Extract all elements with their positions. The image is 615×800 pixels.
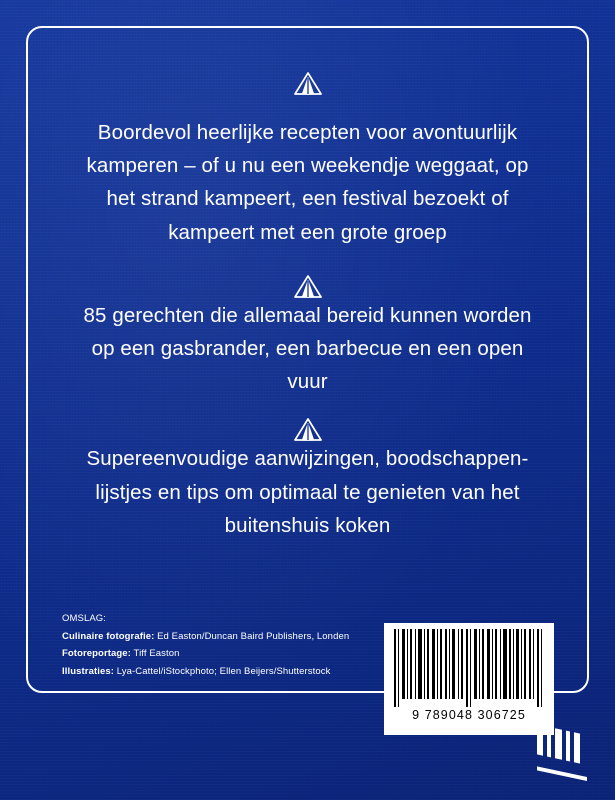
tent-icon bbox=[293, 72, 323, 96]
cover-block-1-text: Boordevol heerlijke recepten voor avontuurlijk kamperen – of u nu een weekendje weggaat, op het strand kampeert, een festival bezoekt of kampeert met een grote groep bbox=[86, 121, 529, 244]
credits-value-3: Lya-Cattel/iStockphoto; Ellen Beijers/Shutterstock bbox=[116, 665, 331, 677]
barcode-bars bbox=[392, 629, 546, 707]
credits-value-1: Ed Easton/Duncan Baird Publishers, Londen bbox=[157, 630, 350, 642]
isbn-number: 9 789048 306725 bbox=[412, 708, 526, 722]
tent-icon bbox=[293, 275, 323, 299]
credits-line-3 bbox=[62, 663, 382, 681]
credits-label-1: Culinaire fotografie: bbox=[62, 630, 155, 642]
credits-line-2 bbox=[62, 645, 382, 663]
tent-icon bbox=[293, 418, 323, 442]
credits-line-1 bbox=[62, 628, 382, 646]
spacer bbox=[66, 398, 549, 418]
cover-credits bbox=[62, 610, 382, 680]
credits-label-3: Illustraties: bbox=[62, 665, 114, 677]
spacer bbox=[66, 249, 549, 275]
publisher-logo bbox=[535, 722, 595, 784]
credits-heading: OMSLAG: bbox=[62, 613, 106, 624]
cover-block-3-text: Supereenvoudige aanwijzingen, boodschappen-lijstjes en tips om optimaal te genieten van het buitenshuis koken bbox=[86, 447, 529, 537]
cover-content bbox=[26, 26, 589, 693]
cover-block-2-text: 85 gerechten die allemaal bereid kunnen worden op een gasbrander, een barbecue en een open vuur bbox=[83, 303, 532, 394]
barcode bbox=[384, 623, 554, 735]
credits-value-2: Tiff Easton bbox=[133, 648, 180, 660]
credits-label-2: Fotoreportage: bbox=[62, 648, 131, 660]
